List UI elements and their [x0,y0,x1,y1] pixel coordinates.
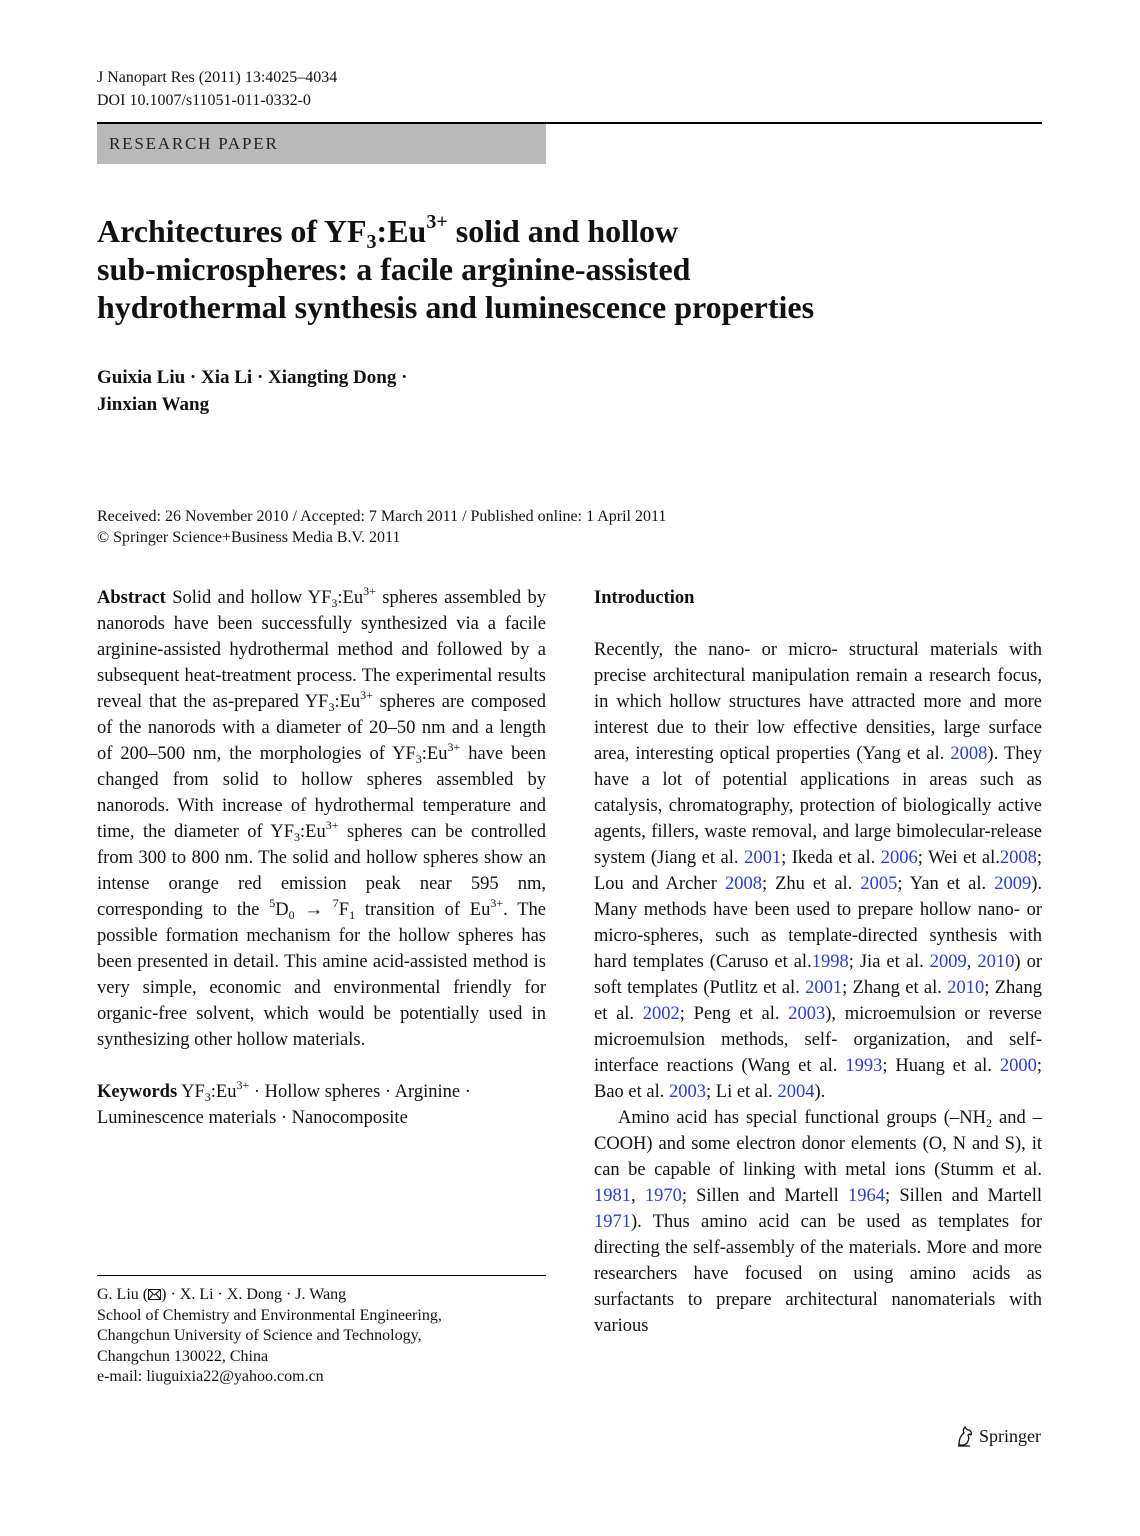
author-list [97,364,407,418]
publisher-logo [955,1424,1041,1448]
envelope-icon [148,1289,161,1300]
citation-link[interactable]: 2010 [947,978,985,998]
citation-link[interactable]: 2002 [642,1004,680,1024]
citation-link[interactable]: 2006 [880,848,918,868]
abstract: Abstract Solid and hollow $YF_3:Eu^{3+}$ spheres assembled by nanorods have been successfully synthesized via a facile arginine-assisted hydrothermal method and followed by a subsequent heat-treatment process. The experimental results reveal that the as-prepared $YF_3:Eu^{3+}$ spheres are composed of the nanorods with a diameter of 20–50 nm and a length of 200–500 nm, the morphologies of $YF_3:Eu^{3+}$ have been changed from solid to hollow spheres assembled by nanorods. With increase of hydrothermal temperature and time, the diameter of $YF_3:Eu^{3+}$ spheres can be controlled from 300 to 800 nm. The solid and hollow spheres show an intense orange red emission peak near 595 nm, corresponding to the $^5D_0 \to ^7F_1$ transition of $Eu^{3+}$. The possible formation mechanism for the hollow spheres has been presented in detail. This amine acid-assisted method is very simple, economic and environmental friendly for organic-free solvent, which would be potentially used in synthesizing other hollow materials. [97,584,547,1050]
title-line-3: hydrothermal synthesis and luminescence properties [97,289,815,325]
citation-link[interactable]: 2010 [977,952,1015,972]
section-banner: RESEARCH PAPER [97,124,546,164]
footnote-rule [97,1275,546,1276]
journal-header [97,66,337,112]
title-line-2: sub-microspheres: a facile arginine-assisted [97,251,691,287]
right-column [594,585,1042,1339]
journal-citation: J Nanopart Res (2011) 13:4025–4034 [97,69,338,86]
author-footnote [97,1285,442,1388]
introduction-heading: Introduction [594,588,695,608]
publication-dates [97,506,666,548]
publisher-name: Springer [979,1426,1041,1446]
citation-link[interactable]: 2009 [929,952,967,972]
citation-link[interactable]: 1971 [594,1212,631,1232]
citation-link[interactable]: 2003 [788,1004,826,1024]
copyright-line: © Springer Science+Business Media B.V. 2011 [97,529,401,546]
citation-link[interactable]: 1970 [644,1186,682,1206]
citation-link[interactable]: 2005 [860,874,898,894]
citation-link[interactable]: 2008 [999,848,1037,868]
authors-line-2: Jinxian Wang [97,394,210,415]
abstract-label: Abstract [97,588,166,608]
doi: DOI 10.1007/s11051-011-0332-0 [97,92,311,109]
keywords-label: Keywords [97,1082,178,1102]
title-line-1: Architectures of $YF_3:Eu^{3+}$ solid and hollow [97,211,679,253]
intro-paragraph-1: Recently, the nano- or micro- structural materials with precise architectural manipulation remain a research focus, in which hollow structures have attracted more and more interest due to their low effective densities, large surface area, interesting optical properties (Yang et al. 2008). They have a lot of potential applications in areas such as catalysis, chromatography, protection of biologically active agents, fillers, waste removal, and large bimolecular-release system (Jiang et al. 2001; Ikeda et al. 2006; Wei et al.2008; Lou and Archer 2008; Zhu et al. 2005; Yan et al. 2009). Many methods have been used to prepare hollow nano- or micro-spheres, such as template-directed synthesis with hard templates (Caruso et al.1998; Jia et al. 2009, 2010) or soft templates (Putlitz et al. 2001; Zhang et al. 2010; Zhang et al. 2002; Peng et al. 2003), microemulsion or reverse microemulsion methods, self- organization, and self-interface reactions (Wang et al. 1993; Huang et al. 2000; Bao et al. 2003; Li et al. 2004). [594,640,1042,1102]
citation-link[interactable]: 2001 [744,848,782,868]
citation-link[interactable]: 2004 [777,1082,815,1102]
citation-link[interactable]: 2008 [950,744,988,764]
footnote-authors: G. Liu ( ) · X. Li · X. Dong · J. Wang [97,1286,347,1303]
citation-link[interactable]: 2003 [669,1082,707,1102]
affiliation-line-3: Changchun 130022, China [97,1347,269,1365]
affiliation-line-1: School of Chemistry and Environmental Engineering, [97,1306,442,1324]
left-column [97,585,546,1131]
citation-link[interactable]: 2009 [994,874,1032,894]
article-title [97,212,957,326]
citation-link[interactable]: 2001 [805,978,843,998]
citation-link[interactable]: 2008 [724,874,762,894]
intro-paragraph-2: Amino acid has special functional groups ($-NH_2$ and –COOH) and some electron donor elements (O, N and S), it can be capable of linking with metal ions (Stumm et al. 1981, 1970; Sillen and Martell 1964; Sillen and Martell 1971). Thus amino acid can be used as templates for directing the self-assembly of the materials. More and more researchers have focused on using amino acids as surfactants to prepare architectural nanomaterials with various [594,1108,1043,1336]
dates-line: Received: 26 November 2010 / Accepted: 7 March 2011 / Published online: 1 April 2011 [97,508,667,525]
affiliation-line-2: Changchun University of Science and Technology, [97,1327,422,1344]
email-address: e-mail: liuguixia22@yahoo.com.cn [97,1368,324,1385]
citation-link[interactable]: 1993 [845,1056,883,1076]
authors-line-1: Guixia Liu · Xia Li · Xiangting Dong · [97,367,408,388]
citation-link[interactable]: 1981 [594,1186,631,1206]
citation-link[interactable]: 1964 [848,1186,885,1206]
citation-link[interactable]: 2000 [999,1056,1037,1076]
springer-horse-icon [955,1425,975,1447]
citation-link[interactable]: 1998 [811,952,849,972]
keywords: Keywords $YF_3:Eu^{3+}$ · Hollow spheres · Arginine · Luminescence materials · Nanocomposite [97,1078,471,1128]
